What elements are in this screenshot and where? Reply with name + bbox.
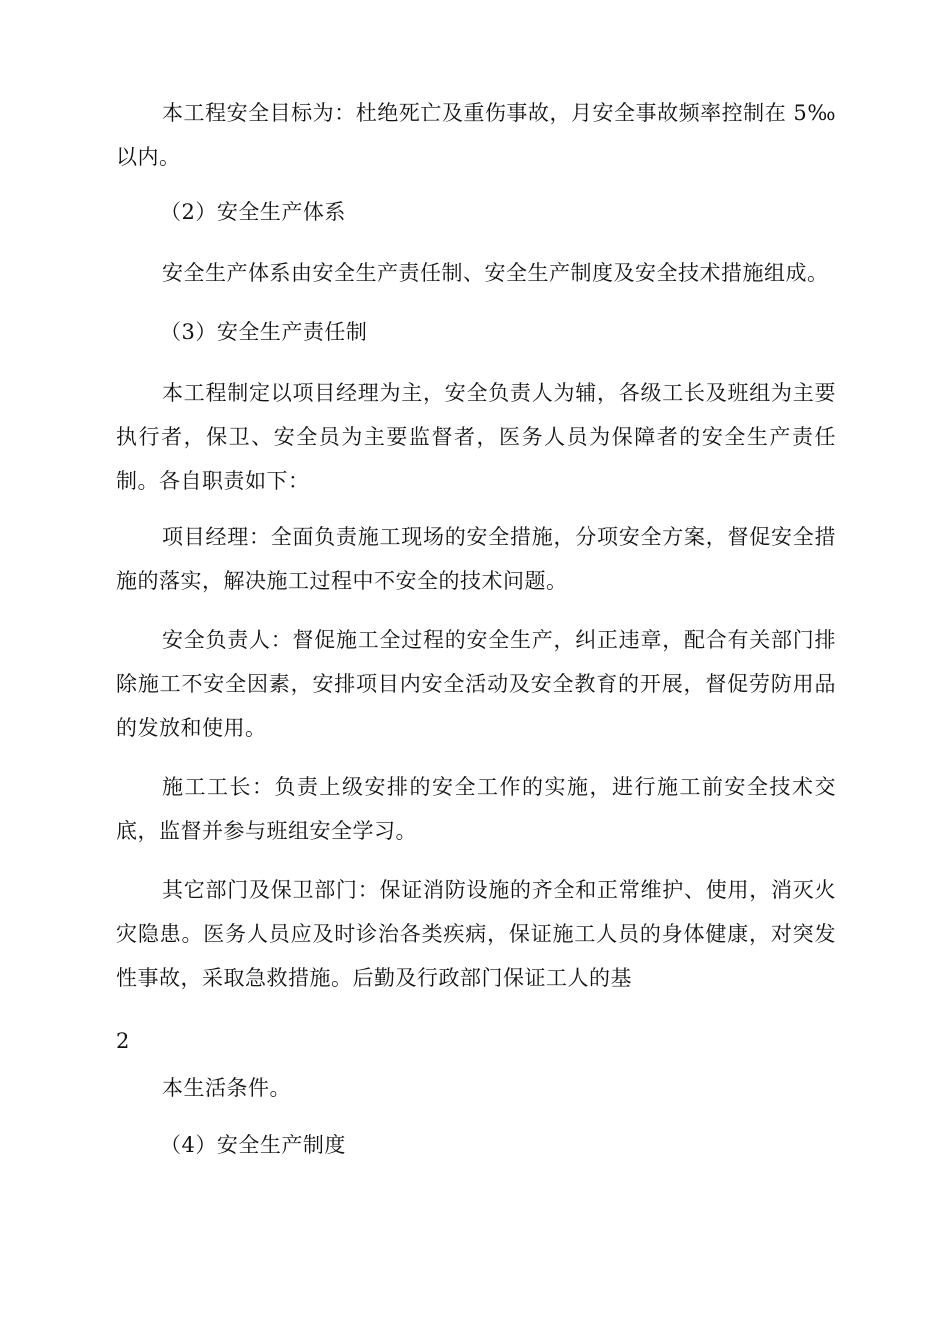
other-departments-paragraph: 其它部门及保卫部门：保证消防设施的齐全和正常维护、使用，消灭火灾隐患。医务人员应及时诊治各类疾病，保证施工人员的身体健康，对突发性事故，采取急救措施。后勤及行政部门保证工人的基 — [116, 878, 836, 990]
responsibility-paragraph: 本工程制定以项目经理为主，安全负责人为辅，各级工长及班组为主要执行者，保卫、安全员为主要监督者，医务人员为保障者的安全生产责任制。各自职责如下： — [116, 381, 836, 493]
project-manager-paragraph: 项目经理：全面负责施工现场的安全措施，分项安全方案，督促安全措施的落实，解决施工过程中不安全的技术问题。 — [116, 525, 836, 593]
safety-target-paragraph: 本工程安全目标为：杜绝死亡及重伤事故，月安全事故频率控制在 5‰以内。 — [116, 101, 836, 169]
living-conditions-paragraph: 本生活条件。 — [162, 1076, 291, 1100]
section-heading-safety-system: （2）安全生产体系 — [160, 200, 346, 224]
page-number: 2 — [116, 1029, 130, 1053]
foreman-paragraph: 施工工长：负责上级安排的安全工作的实施，进行施工前安全技术交底，监督并参与班组安全学习。 — [116, 775, 836, 843]
safety-system-paragraph: 安全生产体系由安全生产责任制、安全生产制度及安全技术措施组成。 — [162, 261, 829, 285]
section-heading-safety-rules: （4）安全生产制度 — [160, 1133, 346, 1157]
safety-officer-paragraph: 安全负责人：督促施工全过程的安全生产，纠正违章，配合有关部门排除施工不安全因素，安排项目内安全活动及安全教育的开展，督促劳防用品的发放和使用。 — [116, 628, 836, 740]
section-heading-responsibility: （3）安全生产责任制 — [160, 320, 368, 344]
